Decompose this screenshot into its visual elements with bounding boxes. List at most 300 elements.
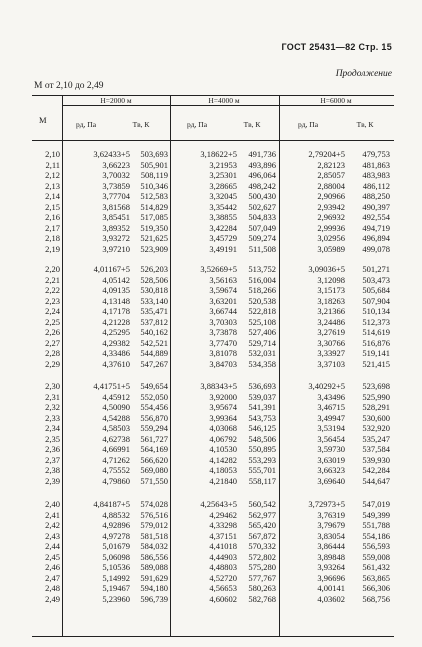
pressure-4000-cell: 4,03068: [209, 423, 237, 433]
mach-value-cell: 2,21: [45, 274, 60, 285]
temp-4000-column-block: [239, 149, 276, 254]
pressure-2000-cell: 3,97210: [102, 243, 130, 254]
temp-4000-cell: 525,108: [248, 316, 276, 327]
header-t-1: Tв, К: [132, 120, 150, 129]
pressure-2000-cell: 4,71262: [102, 454, 130, 465]
temp-4000-cell: 496,064: [248, 170, 276, 180]
pressure-6000-cell: 2,79204+5: [308, 149, 345, 159]
temp-4000-cell: 558,117: [248, 475, 276, 486]
temp-4000-cell: 509,274: [248, 233, 276, 243]
pressure-6000-cell: 3,24486: [317, 316, 345, 327]
pressure-2000-cell: 3,62433+5: [93, 149, 130, 159]
temp-4000-cell: 560,542: [248, 499, 276, 509]
temp-2000-cell: 596,739: [140, 593, 168, 604]
temp-6000-cell: 510,134: [362, 306, 390, 316]
temp-2000-cell: 533,140: [140, 295, 168, 306]
temp-2000-cell: 540,162: [140, 327, 168, 337]
mach-value-cell: 2,16: [45, 212, 60, 222]
pressure-6000-column-block: [281, 264, 345, 369]
pressure-2000-cell: 4,21228: [102, 316, 130, 327]
pressure-6000-cell: 2,82123: [317, 159, 345, 170]
temp-6000-cell: 537,584: [362, 444, 390, 454]
pressure-6000-column-block: [281, 381, 345, 486]
temp-2000-cell: 564,169: [140, 444, 168, 454]
mach-value-cell: 2,47: [45, 572, 60, 583]
header-p-2: pд, Па: [186, 120, 208, 129]
temp-2000-cell: 586,556: [140, 551, 168, 562]
header-m: М: [39, 115, 47, 125]
pressure-6000-cell: 3,59730: [317, 444, 345, 454]
col-divider: [62, 96, 63, 636]
header-bottom-line: [32, 140, 394, 141]
pressure-6000-cell: 3,93264: [317, 562, 345, 572]
pressure-6000-cell: 3,30766: [317, 337, 345, 348]
mach-value-cell: 2,24: [45, 306, 60, 316]
pressure-2000-cell: 4,05142: [102, 274, 130, 285]
temp-2000-cell: 561,727: [140, 433, 168, 444]
pressure-4000-cell: 3,32045: [209, 191, 237, 201]
pressure-4000-cell: 4,44903: [209, 551, 237, 562]
mach-value-cell: 2,32: [45, 402, 60, 412]
header-t-3: Tв, К: [356, 120, 374, 129]
pressure-4000-cell: 3,77470: [209, 337, 237, 348]
mach-value-column-block: [34, 264, 60, 369]
temp-2000-cell: 514,829: [140, 201, 168, 212]
pressure-4000-cell: 3,63201: [209, 295, 237, 306]
temp-2000-cell: 547,267: [140, 358, 168, 369]
temp-2000-cell: 505,901: [140, 159, 168, 170]
temp-6000-cell: 549,399: [362, 509, 390, 520]
temp-4000-cell: 513,752: [248, 264, 276, 274]
pressure-6000-cell: 3,09036+5: [308, 264, 345, 274]
pressure-6000-cell: 3,40292+5: [308, 381, 345, 391]
pressure-4000-cell: 3,88343+5: [200, 381, 237, 391]
temp-6000-cell: 488,250: [362, 191, 390, 201]
mach-value-cell: 2,35: [45, 433, 60, 444]
temp-2000-cell: 530,818: [140, 285, 168, 295]
mach-value-cell: 2,12: [45, 170, 60, 180]
temp-6000-cell: 483,983: [362, 170, 390, 180]
mach-value-cell: 2,28: [45, 348, 60, 358]
temp-6000-cell: 512,373: [362, 316, 390, 327]
temp-4000-cell: 575,280: [248, 562, 276, 572]
temp-2000-cell: 537,812: [140, 316, 168, 327]
pressure-2000-cell: 3,77704: [102, 191, 130, 201]
pressure-2000-cell: 4,41751+5: [93, 381, 130, 391]
mach-value-cell: 2,18: [45, 233, 60, 243]
pressure-6000-cell: 3,46715: [317, 402, 345, 412]
pressure-2000-cell: 5,14992: [102, 572, 130, 583]
temp-2000-cell: 508,119: [140, 170, 168, 180]
pressure-2000-cell: 4,97278: [102, 530, 130, 541]
temp-6000-cell: 556,593: [362, 541, 390, 551]
mach-value-cell: 2,10: [45, 149, 60, 159]
mach-value-cell: 2,25: [45, 316, 60, 327]
temp-6000-cell: 505,684: [362, 285, 390, 295]
temp-4000-cell: 500,430: [248, 191, 276, 201]
pressure-2000-cell: 4,88532: [102, 509, 130, 520]
pressure-4000-cell: 4,60602: [209, 593, 237, 604]
temp-2000-cell: 503,693: [140, 149, 168, 159]
mach-value-cell: 2,17: [45, 222, 60, 233]
header-t-2: Tв, К: [243, 120, 261, 129]
temp-2000-cell: 574,028: [140, 499, 168, 509]
mach-value-cell: 2,40: [45, 499, 60, 509]
temp-4000-cell: 582,768: [248, 593, 276, 604]
pressure-4000-cell: 3,95674: [209, 402, 237, 412]
temp-6000-cell: 542,284: [362, 465, 390, 475]
temp-4000-cell: 491,736: [248, 149, 276, 159]
temp-4000-cell: 546,125: [248, 423, 276, 433]
mach-value-cell: 2,19: [45, 243, 60, 254]
temp-4000-cell: 572,802: [248, 551, 276, 562]
temp-6000-column-block: [346, 149, 390, 254]
temp-6000-cell: 481,863: [362, 159, 390, 170]
temp-2000-cell: 519,350: [140, 222, 168, 233]
temp-2000-cell: 523,909: [140, 243, 168, 254]
pressure-6000-cell: 4,00141: [317, 583, 345, 593]
temp-4000-cell: 567,872: [248, 530, 276, 541]
pressure-4000-cell: 3,59674: [209, 285, 237, 295]
temp-2000-column-block: [132, 499, 168, 604]
pressure-2000-cell: 4,92896: [102, 520, 130, 530]
temp-6000-cell: 499,078: [362, 243, 390, 254]
temp-4000-column-block: [239, 499, 276, 604]
pressure-4000-cell: 3,52669+5: [200, 264, 237, 274]
pressure-2000-cell: 4,84187+5: [93, 499, 130, 509]
temp-6000-cell: 479,753: [362, 149, 390, 159]
pressure-2000-column-block: [64, 499, 130, 604]
pressure-4000-cell: 4,56653: [209, 583, 237, 593]
pressure-2000-cell: 4,58503: [102, 423, 130, 433]
mach-value-column-block: [34, 381, 60, 486]
page-header: ГОСТ 25431—82 Стр. 15: [281, 42, 392, 52]
mach-value-column-block: [34, 149, 60, 254]
temp-4000-cell: 541,391: [248, 402, 276, 412]
temp-6000-cell: 486,112: [362, 180, 390, 191]
temp-6000-cell: 547,019: [362, 499, 390, 509]
pressure-2000-cell: 4,66991: [102, 444, 130, 454]
temp-6000-cell: 521,415: [362, 358, 390, 369]
temp-2000-cell: 571,550: [140, 475, 168, 486]
pressure-4000-cell: 4,37151: [209, 530, 237, 541]
temp-4000-cell: 522,818: [248, 306, 276, 316]
temp-6000-cell: 516,876: [362, 337, 390, 348]
temp-6000-cell: 519,141: [362, 348, 390, 358]
pressure-6000-cell: 3,27619: [317, 327, 345, 337]
pressure-6000-cell: 3,05989: [317, 243, 345, 254]
pressure-6000-cell: 3,69640: [317, 475, 345, 486]
temp-4000-cell: 498,242: [248, 180, 276, 191]
mach-value-cell: 2,38: [45, 465, 60, 475]
mach-value-cell: 2,44: [45, 541, 60, 551]
temp-2000-cell: 584,032: [140, 541, 168, 551]
pressure-4000-cell: 3,35442: [209, 201, 237, 212]
pressure-4000-cell: 3,70303: [209, 316, 237, 327]
temp-4000-cell: 534,358: [248, 358, 276, 369]
temp-4000-cell: 550,895: [248, 444, 276, 454]
pressure-6000-cell: 3,02956: [317, 233, 345, 243]
mach-value-cell: 2,26: [45, 327, 60, 337]
temp-2000-cell: 528,506: [140, 274, 168, 285]
pressure-4000-cell: 3,42284: [209, 222, 237, 233]
col-divider: [170, 96, 171, 636]
mach-value-cell: 2,34: [45, 423, 60, 433]
pressure-6000-cell: 3,18263: [317, 295, 345, 306]
mach-value-cell: 2,33: [45, 412, 60, 423]
group-divider: [62, 105, 394, 106]
temp-4000-cell: 520,538: [248, 295, 276, 306]
pressure-6000-cell: 3,21366: [317, 306, 345, 316]
mach-value-cell: 2,31: [45, 391, 60, 402]
mach-value-cell: 2,29: [45, 358, 60, 369]
pressure-4000-cell: 3,81078: [209, 348, 237, 358]
pressure-6000-cell: 3,72973+5: [308, 499, 345, 509]
pressure-2000-cell: 4,29382: [102, 337, 130, 348]
temp-6000-cell: 528,291: [362, 402, 390, 412]
pressure-2000-cell: 4,79860: [102, 475, 130, 486]
temp-4000-column-block: [239, 381, 276, 486]
pressure-4000-cell: 4,21840: [209, 475, 237, 486]
pressure-2000-column-block: [64, 381, 130, 486]
temp-4000-cell: 516,004: [248, 274, 276, 285]
pressure-6000-column-block: [281, 499, 345, 604]
temp-6000-cell: 554,186: [362, 530, 390, 541]
col-divider: [279, 96, 280, 636]
pressure-6000-cell: 2,99936: [317, 222, 345, 233]
temp-2000-cell: 552,050: [140, 391, 168, 402]
temp-4000-column-block: [239, 264, 276, 369]
temp-4000-cell: 502,627: [248, 201, 276, 212]
temp-6000-cell: 494,719: [362, 222, 390, 233]
pressure-2000-cell: 3,73859: [102, 180, 130, 191]
pressure-4000-cell: 3,66744: [209, 306, 237, 316]
pressure-4000-cell: 4,18053: [209, 465, 237, 475]
pressure-4000-cell: 3,84703: [209, 358, 237, 369]
pressure-2000-cell: 4,50090: [102, 402, 130, 412]
pressure-2000-cell: 4,13148: [102, 295, 130, 306]
mach-value-cell: 2,11: [45, 159, 60, 170]
mach-value-cell: 2,20: [45, 264, 60, 274]
temp-4000-cell: 548,506: [248, 433, 276, 444]
temp-2000-cell: 517,085: [140, 212, 168, 222]
temp-4000-cell: 543,753: [248, 412, 276, 423]
pressure-6000-cell: 3,56454: [317, 433, 345, 444]
pressure-2000-cell: 4,37610: [102, 358, 130, 369]
temp-4000-cell: 493,896: [248, 159, 276, 170]
pressure-6000-cell: 3,12098: [317, 274, 345, 285]
temp-4000-cell: 507,049: [248, 222, 276, 233]
pressure-6000-cell: 3,83054: [317, 530, 345, 541]
temp-6000-cell: 535,247: [362, 433, 390, 444]
pressure-6000-cell: 3,49947: [317, 412, 345, 423]
pressure-2000-cell: 4,75552: [102, 465, 130, 475]
mach-value-cell: 2,22: [45, 285, 60, 295]
pressure-6000-cell: 3,37103: [317, 358, 345, 369]
pressure-2000-cell: 4,25295: [102, 327, 130, 337]
mach-value-cell: 2,48: [45, 583, 60, 593]
temp-4000-cell: 518,266: [248, 285, 276, 295]
pressure-2000-cell: 4,01167+5: [93, 264, 130, 274]
pressure-4000-cell: 3,38855: [209, 212, 237, 222]
temp-6000-cell: 523,698: [362, 381, 390, 391]
pressure-4000-column-block: [172, 499, 237, 604]
pressure-2000-cell: 4,09135: [102, 285, 130, 295]
pressure-6000-cell: 3,86444: [317, 541, 345, 551]
pressure-4000-cell: 3,49191: [209, 243, 237, 254]
pressure-6000-cell: 2,93942: [317, 201, 345, 212]
table-subtitle: М от 2,10 до 2,49: [34, 81, 104, 91]
pressure-6000-cell: 3,33927: [317, 348, 345, 358]
pressure-2000-cell: 5,01679: [102, 541, 130, 551]
mach-value-cell: 2,14: [45, 191, 60, 201]
temp-6000-cell: 559,008: [362, 551, 390, 562]
pressure-4000-cell: 3,21953: [209, 159, 237, 170]
pressure-2000-cell: 4,45912: [102, 391, 130, 402]
pressure-4000-cell: 4,48803: [209, 562, 237, 572]
mach-value-cell: 2,36: [45, 444, 60, 454]
mach-value-column-block: [34, 499, 60, 604]
temp-2000-cell: 581,518: [140, 530, 168, 541]
mach-value-cell: 2,45: [45, 551, 60, 562]
mach-value-cell: 2,46: [45, 562, 60, 572]
pressure-6000-cell: 3,43496: [317, 391, 345, 402]
pressure-6000-cell: 2,85057: [317, 170, 345, 180]
pressure-2000-cell: 3,70032: [102, 170, 130, 180]
temp-6000-cell: 544,647: [362, 475, 390, 486]
pressure-2000-cell: 3,81568: [102, 201, 130, 212]
pressure-2000-cell: 3,85451: [102, 212, 130, 222]
temp-6000-cell: 566,306: [362, 583, 390, 593]
temp-2000-cell: 554,456: [140, 402, 168, 412]
temp-4000-cell: 511,508: [248, 243, 276, 254]
temp-4000-cell: 527,406: [248, 327, 276, 337]
temp-4000-cell: 577,767: [248, 572, 276, 583]
temp-6000-column-block: [346, 264, 390, 369]
temp-4000-cell: 565,420: [248, 520, 276, 530]
pressure-4000-column-block: [172, 264, 237, 369]
temp-2000-cell: 576,516: [140, 509, 168, 520]
temp-2000-cell: 566,620: [140, 454, 168, 465]
pressure-2000-column-block: [64, 264, 130, 369]
temp-2000-column-block: [132, 149, 168, 254]
temp-4000-cell: 553,293: [248, 454, 276, 465]
temp-6000-column-block: [346, 381, 390, 486]
pressure-4000-cell: 4,25643+5: [200, 499, 237, 509]
pressure-4000-cell: 4,52720: [209, 572, 237, 583]
temp-4000-cell: 570,332: [248, 541, 276, 551]
temp-2000-cell: 542,521: [140, 337, 168, 348]
temp-2000-cell: 544,889: [140, 348, 168, 358]
pressure-4000-cell: 4,41018: [209, 541, 237, 551]
temp-6000-cell: 490,397: [362, 201, 390, 212]
pressure-2000-cell: 3,89352: [102, 222, 130, 233]
pressure-2000-cell: 4,54288: [102, 412, 130, 423]
temp-2000-cell: 535,471: [140, 306, 168, 316]
temp-6000-cell: 514,619: [362, 327, 390, 337]
pressure-6000-cell: 3,15173: [317, 285, 345, 295]
pressure-6000-cell: 3,96696: [317, 572, 345, 583]
pressure-6000-cell: 4,03602: [317, 593, 345, 604]
temp-2000-cell: 512,583: [140, 191, 168, 201]
temp-6000-cell: 507,904: [362, 295, 390, 306]
pressure-6000-cell: 3,89848: [317, 551, 345, 562]
temp-2000-cell: 579,012: [140, 520, 168, 530]
temp-4000-cell: 555,701: [248, 465, 276, 475]
temp-2000-cell: 510,346: [140, 180, 168, 191]
pressure-6000-cell: 3,66323: [317, 465, 345, 475]
header-group-1: H=2000 м: [100, 96, 132, 105]
mach-value-cell: 2,39: [45, 475, 60, 486]
temp-2000-cell: 556,870: [140, 412, 168, 423]
pressure-4000-cell: 3,99364: [209, 412, 237, 423]
temp-2000-cell: 559,294: [140, 423, 168, 433]
temp-6000-cell: 501,271: [362, 264, 390, 274]
data-table: [32, 95, 394, 637]
pressure-4000-cell: 4,06792: [209, 433, 237, 444]
mach-value-cell: 2,41: [45, 509, 60, 520]
pressure-4000-cell: 4,10530: [209, 444, 237, 454]
mach-value-cell: 2,42: [45, 520, 60, 530]
pressure-4000-cell: 3,56163: [209, 274, 237, 285]
temp-6000-cell: 561,432: [362, 562, 390, 572]
temp-6000-cell: 525,990: [362, 391, 390, 402]
pressure-2000-cell: 5,06098: [102, 551, 130, 562]
pressure-4000-cell: 3,92000: [209, 391, 237, 402]
pressure-2000-column-block: [64, 149, 130, 254]
temp-6000-cell: 539,930: [362, 454, 390, 465]
pressure-6000-cell: 3,63019: [317, 454, 345, 465]
mach-value-cell: 2,23: [45, 295, 60, 306]
pressure-2000-cell: 4,17178: [102, 306, 130, 316]
temp-2000-cell: 569,080: [140, 465, 168, 475]
mach-value-cell: 2,13: [45, 180, 60, 191]
pressure-4000-cell: 4,29462: [209, 509, 237, 520]
temp-2000-cell: 594,180: [140, 583, 168, 593]
temp-6000-cell: 563,865: [362, 572, 390, 583]
temp-6000-cell: 551,788: [362, 520, 390, 530]
temp-2000-cell: 589,088: [140, 562, 168, 572]
temp-6000-column-block: [346, 499, 390, 604]
pressure-6000-cell: 3,76319: [317, 509, 345, 520]
temp-2000-column-block: [132, 264, 168, 369]
pressure-6000-cell: 2,90966: [317, 191, 345, 201]
mach-value-cell: 2,49: [45, 593, 60, 604]
temp-2000-cell: 549,654: [140, 381, 168, 391]
temp-4000-cell: 532,031: [248, 348, 276, 358]
pressure-2000-cell: 3,93272: [102, 233, 130, 243]
pressure-6000-column-block: [281, 149, 345, 254]
temp-2000-cell: 526,203: [140, 264, 168, 274]
pressure-4000-cell: 3,25301: [209, 170, 237, 180]
mach-value-cell: 2,37: [45, 454, 60, 465]
pressure-4000-cell: 3,45729: [209, 233, 237, 243]
temp-4000-cell: 539,037: [248, 391, 276, 402]
pressure-6000-cell: 3,53194: [317, 423, 345, 433]
pressure-4000-cell: 3,73878: [209, 327, 237, 337]
mach-value-cell: 2,30: [45, 381, 60, 391]
mach-value-cell: 2,27: [45, 337, 60, 348]
temp-4000-cell: 536,693: [248, 381, 276, 391]
temp-4000-cell: 580,263: [248, 583, 276, 593]
temp-2000-column-block: [132, 381, 168, 486]
temp-4000-cell: 504,833: [248, 212, 276, 222]
mach-value-cell: 2,15: [45, 201, 60, 212]
temp-4000-cell: 529,714: [248, 337, 276, 348]
header-group-2: H=4000 м: [208, 96, 240, 105]
pressure-4000-cell: 3,18622+5: [200, 149, 237, 159]
header-group-3: H=6000 м: [320, 96, 352, 105]
